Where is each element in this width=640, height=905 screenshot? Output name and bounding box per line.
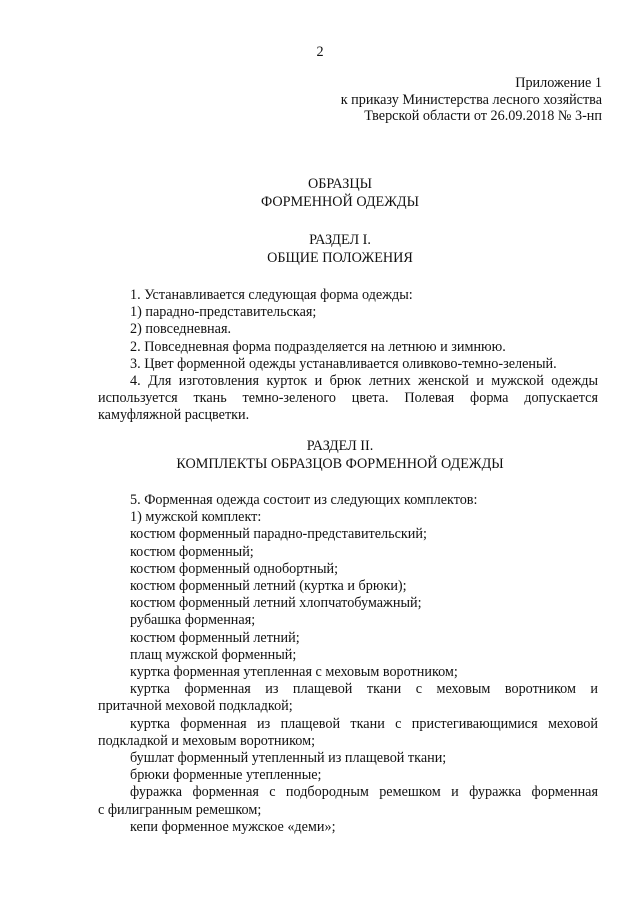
list-item: костюм форменный летний (куртка и брюки); xyxy=(130,578,407,595)
appendix-line: к приказу Министерства лесного хозяйства xyxy=(340,91,602,108)
list-item: костюм форменный; xyxy=(130,543,254,560)
list-item: бушлат форменный утепленный из плащевой ткани; xyxy=(130,750,447,767)
list-item: плащ мужской форменный; xyxy=(130,646,297,663)
list-item-line: куртка форменная из плащевой ткани с меховым воротником и xyxy=(130,681,598,698)
paragraph: 1. Устанавливается следующая форма одежды: xyxy=(130,287,413,303)
list-item: рубашка форменная; xyxy=(130,612,256,629)
paragraph-line: камуфляжной расцветки. xyxy=(98,407,250,424)
section2-body xyxy=(98,492,598,836)
appendix-line: Тверской области от 26.09.2018 № 3-нп xyxy=(364,108,602,124)
title-line: ФОРМЕННОЙ ОДЕЖДЫ xyxy=(261,193,419,210)
paragraph: 2) повседневная. xyxy=(130,321,232,338)
section1-heading xyxy=(0,232,640,267)
appendix-line: Приложение 1 xyxy=(515,75,602,91)
list-item-line: фуражка форменная с подбородным ремешком и фуражка форменная xyxy=(130,784,598,801)
paragraph: 2. Повседневная форма подразделяется на летнюю и зимнюю. xyxy=(130,338,506,355)
list-item-line: подкладкой и меховым воротником; xyxy=(98,732,316,749)
list-item: кепи форменное мужское «деми»; xyxy=(130,818,336,835)
title-line: ОБРАЗЦЫ xyxy=(307,176,373,192)
appendix-header xyxy=(341,75,602,125)
section2-heading xyxy=(0,438,640,473)
list-item: брюки форменные утепленные; xyxy=(130,767,322,784)
list-item: куртка форменная утепленная с меховым воротником; xyxy=(130,664,458,681)
paragraph: 5. Форменная одежда состоит из следующих комплектов: xyxy=(130,492,478,508)
page-number: 2 xyxy=(316,44,324,60)
paragraph-line: используется ткань темно-зеленого цвета. Полевая форма допускается xyxy=(98,390,598,407)
list-item: костюм форменный парадно-представительский; xyxy=(130,526,427,543)
list-item: костюм форменный летний; xyxy=(130,629,300,646)
section1-body xyxy=(98,287,598,425)
paragraph: 1) парадно-представительская; xyxy=(130,304,317,321)
list-item-line: с филигранным ремешком; xyxy=(98,801,262,818)
paragraph: 3. Цвет форменной одежды устанавливается оливково-темно-зеленый. xyxy=(130,355,557,372)
section-number: РАЗДЕЛ I. xyxy=(309,232,371,248)
section-title: ОБЩИЕ ПОЛОЖЕНИЯ xyxy=(267,249,413,266)
section-title: КОМПЛЕКТЫ ОБРАЗЦОВ ФОРМЕННОЙ ОДЕЖДЫ xyxy=(176,455,504,472)
document-title xyxy=(0,176,640,211)
list-item-line: притачной меховой подкладкой; xyxy=(98,698,293,715)
list-item-line: куртка форменная из плащевой ткани с пристегивающимися меховой xyxy=(130,715,598,732)
paragraph-line: 4. Для изготовления курток и брюк летних женской и мужской одежды xyxy=(130,373,598,390)
paragraph: 1) мужской комплект: xyxy=(130,509,262,526)
list-item: костюм форменный однобортный; xyxy=(130,560,339,577)
list-item: костюм форменный летний хлопчатобумажный; xyxy=(130,595,422,612)
section-number: РАЗДЕЛ II. xyxy=(306,438,374,454)
